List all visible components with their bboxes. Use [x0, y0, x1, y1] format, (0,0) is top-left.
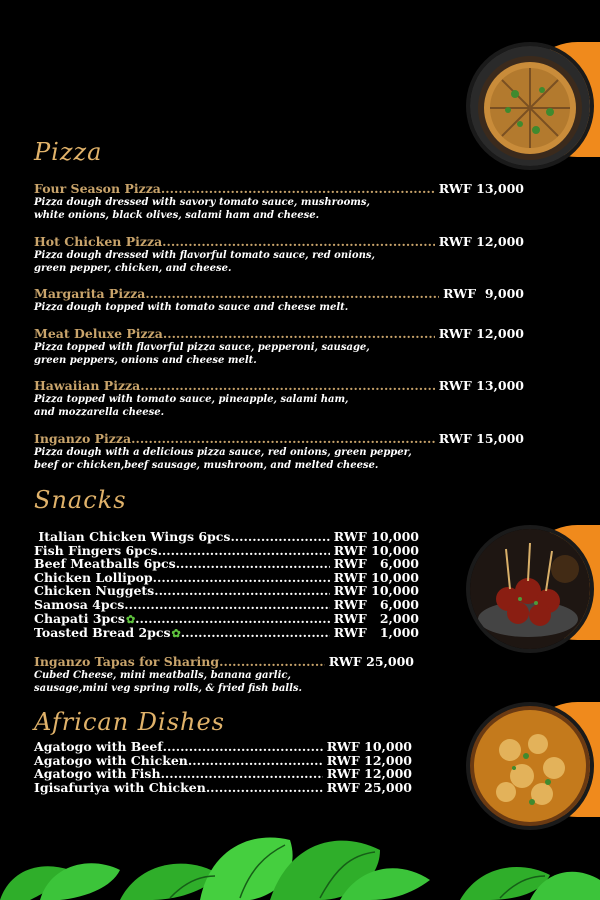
- dot-leader: [131, 431, 435, 446]
- monstera-leaves-decoration: [0, 810, 600, 900]
- item-price: RWF 12,000: [326, 766, 412, 782]
- dot-leader: [162, 234, 435, 249]
- item-name: Agatogo with Fish: [34, 766, 161, 782]
- item-name: Meat Deluxe Pizza: [34, 326, 163, 341]
- leaf-icon: ✿: [125, 612, 136, 626]
- dot-leader: [161, 767, 323, 781]
- item-name: Agatogo with Chicken: [34, 752, 188, 768]
- item-description-line: Pizza topped with flavorful pizza sauce, pepperoni, sausage,: [34, 342, 370, 353]
- item-description: [34, 342, 454, 367]
- dot-leader: [145, 286, 439, 301]
- item-name: Agatogo with Beef: [34, 739, 163, 754]
- dot-leader: [135, 612, 330, 626]
- list-item: [34, 740, 412, 754]
- item-price: RWF 9,000: [443, 286, 524, 301]
- list-item: [34, 598, 419, 612]
- dot-leader: [206, 781, 323, 795]
- chicken-wings-photo: [466, 525, 594, 653]
- item-description: [34, 447, 454, 472]
- list-item: [34, 754, 412, 768]
- item-price: RWF 15,000: [438, 431, 524, 446]
- item-name: Samosa 4pcs: [34, 596, 125, 612]
- dot-leader: [163, 740, 323, 754]
- dot-leader: [153, 571, 330, 585]
- pizza-item: [34, 286, 524, 315]
- item-name: Italian Chicken Wings 6pcs: [34, 529, 231, 544]
- item-name: Four Season Pizza: [34, 181, 161, 196]
- dot-leader: [176, 557, 330, 571]
- list-item: [34, 612, 419, 627]
- item-name: Chicken Lollipop: [34, 569, 153, 585]
- item-description-line: green pepper, chicken, and cheese.: [34, 262, 232, 274]
- leaf-icon: ✿: [171, 627, 181, 641]
- item-price: RWF 6,000: [333, 556, 419, 572]
- list-item: [34, 781, 412, 795]
- tapas-description-line: Cubed Cheese, mini meatballs, banana garlic,: [34, 670, 291, 681]
- pizza-item: [34, 326, 524, 367]
- pizza-item: [34, 431, 524, 472]
- tapas-description: [34, 670, 454, 695]
- item-name: Margarita Pizza: [34, 286, 146, 301]
- item-description-line: Pizza dough dressed with flavorful tomato sauce, red onions,: [34, 250, 375, 261]
- pizza-item: [34, 378, 524, 419]
- item-description-line: green peppers, onions and cheese melt.: [34, 354, 257, 366]
- item-price: RWF 13,000: [438, 378, 524, 393]
- dot-leader: [188, 754, 323, 768]
- item-name: Chapati 3pcs: [34, 610, 125, 626]
- item-description-line: Pizza topped with tomato sauce, pineapple, salami ham,: [34, 394, 349, 405]
- snacks-menu-list: [34, 530, 419, 641]
- item-price: RWF 10,000: [333, 569, 419, 585]
- list-item: [34, 571, 419, 585]
- list-item: [34, 530, 419, 544]
- item-description-line: Pizza dough with a delicious pizza sauce, red onions, green pepper,: [34, 447, 412, 458]
- item-name: Hot Chicken Pizza: [34, 234, 163, 249]
- list-item: [34, 767, 412, 781]
- list-item: [34, 557, 419, 571]
- dot-leader: [219, 654, 325, 669]
- item-description: [34, 302, 454, 315]
- item-price: RWF 6,000: [333, 596, 419, 612]
- item-price: RWF 2,000: [333, 610, 419, 626]
- tapas-description-line: sausage,mini veg spring rolls, & fried fish balls.: [34, 682, 303, 694]
- item-price: RWF 10,000: [333, 583, 419, 599]
- item-description-line: Pizza dough dressed with savory tomato sauce, mushrooms,: [34, 197, 370, 208]
- item-name: Chicken Nuggets: [34, 583, 155, 599]
- item-name: Igisafuriya with Chicken: [34, 779, 206, 795]
- dot-leader: [158, 544, 330, 558]
- list-item: [34, 626, 419, 641]
- dot-leader: [163, 326, 435, 341]
- item-description-line: beef or chicken,beef sausage, mushroom, and melted cheese.: [34, 459, 379, 471]
- pizza-section-title: Pizza: [34, 138, 103, 166]
- dot-leader: [230, 530, 329, 544]
- item-price: RWF 25,000: [326, 779, 412, 795]
- item-name: Inganzo Pizza: [34, 431, 132, 446]
- tapas-item: [34, 654, 414, 695]
- item-name: Hawaiian Pizza: [34, 378, 141, 393]
- item-description: [34, 197, 454, 222]
- african-dishes-section-title: African Dishes: [34, 708, 225, 736]
- item-price: RWF 10,000: [333, 542, 419, 558]
- list-item: [34, 584, 419, 598]
- dot-leader: [124, 598, 330, 612]
- tapas-price: RWF 25,000: [328, 654, 414, 669]
- item-price: RWF 10,000: [333, 529, 419, 544]
- pizza-photo: [466, 42, 594, 170]
- snacks-section-title: Snacks: [34, 486, 127, 514]
- dot-leader: [161, 181, 435, 196]
- pizza-item: [34, 181, 524, 222]
- dot-leader: [181, 626, 330, 640]
- dot-leader: [154, 584, 330, 598]
- list-item: [34, 544, 419, 558]
- pizza-item: [34, 234, 524, 275]
- item-name: Toasted Bread 2pcs: [34, 625, 171, 641]
- item-description-line: and mozzarella cheese.: [34, 406, 165, 418]
- african-dishes-menu-list: [34, 740, 412, 794]
- item-price: RWF 12,000: [438, 234, 524, 249]
- item-name: Beef Meatballs 6pcs: [34, 556, 176, 572]
- item-price: RWF 13,000: [438, 181, 524, 196]
- dot-leader: [140, 378, 435, 393]
- item-name: Fish Fingers 6pcs: [34, 542, 158, 558]
- tapas-name: Inganzo Tapas for Sharing: [34, 654, 220, 669]
- item-description: [34, 394, 454, 419]
- item-price: RWF 1,000: [333, 625, 419, 641]
- item-description-line: white onions, black olives, salami ham and cheese.: [34, 209, 320, 221]
- item-price: RWF 10,000: [326, 739, 412, 754]
- item-description-line: Pizza dough topped with tomato sauce and cheese melt.: [34, 302, 349, 313]
- item-description: [34, 250, 454, 275]
- item-price: RWF 12,000: [438, 326, 524, 341]
- item-price: RWF 12,000: [326, 752, 412, 768]
